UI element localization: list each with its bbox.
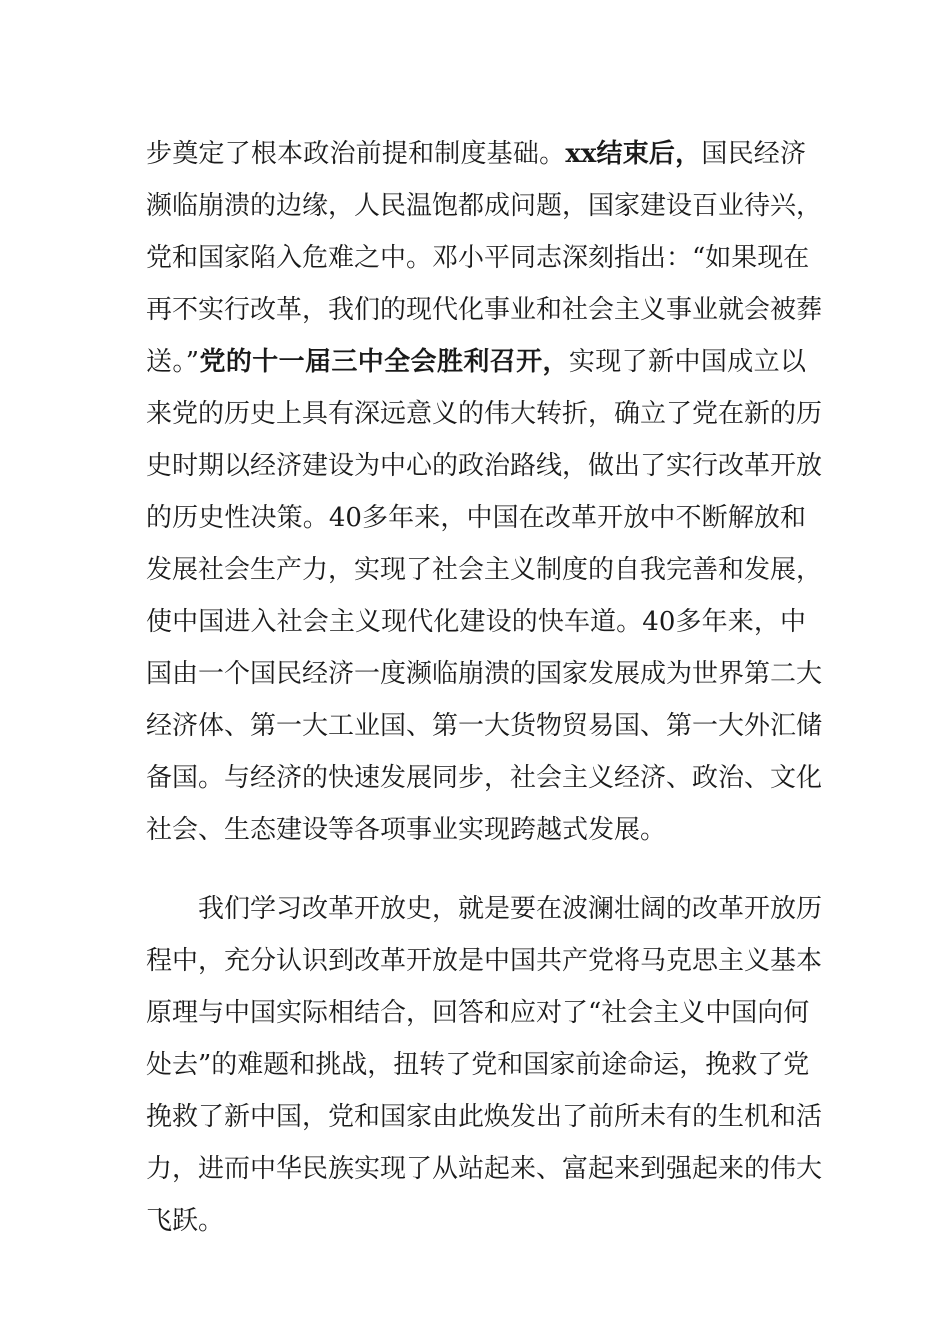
text-line — [146, 284, 823, 336]
text-line — [146, 336, 806, 388]
text-line — [146, 1091, 823, 1143]
text-line — [146, 648, 823, 700]
text-run: 经济体、第一大工业国、第一大货物贸易国、第一大外汇储 — [146, 711, 823, 741]
text-run: 来党的历史上具有深远意义的伟大转折，确立了党在新的历 — [146, 399, 823, 429]
text-line — [146, 1195, 806, 1247]
text-run: 党和国家陷入危难之中。邓小平同志深刻指出：“如果现在 — [146, 243, 810, 273]
text-line — [146, 987, 810, 1039]
text-line — [146, 1143, 823, 1195]
text-run: 国民经济 — [701, 139, 806, 169]
text-run: 原理与中国实际相结合，回答和应对了“社会主义中国向何 — [146, 998, 810, 1028]
text-run: 使中国进入社会主义现代化建设的快车道。40多年来，中 — [146, 607, 806, 637]
text-line — [146, 752, 823, 804]
text-run: 实现了新中国成立以 — [568, 347, 806, 377]
text-run: 社会、生态建设等各项事业实现跨越式发展。 — [146, 815, 667, 845]
text-line — [146, 180, 823, 232]
text-run: 处去”的难题和挑战，扭转了党和国家前途命运，挽救了党 — [146, 1050, 810, 1080]
text-run: 飞跃。 — [146, 1206, 225, 1236]
text-run: 我们学习改革开放史，就是要在波澜壮阔的改革开放历 — [198, 894, 823, 924]
text-run: 再不实行改革，我们的现代化事业和社会主义事业就会被葬 — [146, 295, 823, 325]
paragraph-1 — [146, 128, 823, 856]
text-run: 国由一个国民经济一度濒临崩溃的国家发展成为世界第二大 — [146, 659, 823, 689]
text-line — [146, 700, 823, 752]
text-line — [146, 596, 806, 648]
paragraph-2 — [146, 883, 823, 1247]
document-body — [146, 128, 823, 1247]
text-line — [146, 544, 823, 596]
text-line — [146, 883, 823, 935]
text-run: 力，进而中华民族实现了从站起来、富起来到强起来的伟大 — [146, 1154, 823, 1184]
text-run: 备国。与经济的快速发展同步，社会主义经济、政治、文化 — [146, 763, 823, 793]
text-run: 濒临崩溃的边缘，人民温饱都成问题，国家建设百业待兴， — [146, 191, 823, 221]
text-run: 送。” — [146, 347, 200, 377]
text-line — [146, 492, 806, 544]
text-line — [146, 804, 806, 856]
text-run: 史时期以经济建设为中心的政治路线，做出了实行改革开放 — [146, 451, 823, 481]
text-run: 步奠定了根本政治前提和制度基础。 — [146, 139, 566, 169]
text-run: 挽救了新中国，党和国家由此焕发出了前所未有的生机和活 — [146, 1102, 823, 1132]
text-run: 发展社会生产力，实现了社会主义制度的自我完善和发展， — [146, 555, 823, 585]
text-run: 程中，充分认识到改革开放是中国共产党将马克思主义基本 — [146, 946, 823, 976]
text-line — [146, 1039, 810, 1091]
text-line — [146, 388, 823, 440]
paragraph-spacer — [146, 856, 806, 883]
bold-text-run: xx结束后， — [565, 139, 702, 169]
text-line — [146, 440, 823, 492]
text-run: 的历史性决策。40多年来，中国在改革开放中不断解放和 — [146, 503, 806, 533]
text-line — [146, 128, 806, 180]
text-line — [146, 935, 823, 987]
bold-text-run: 党的十一届三中全会胜利召开， — [199, 347, 569, 377]
text-line — [146, 232, 810, 284]
